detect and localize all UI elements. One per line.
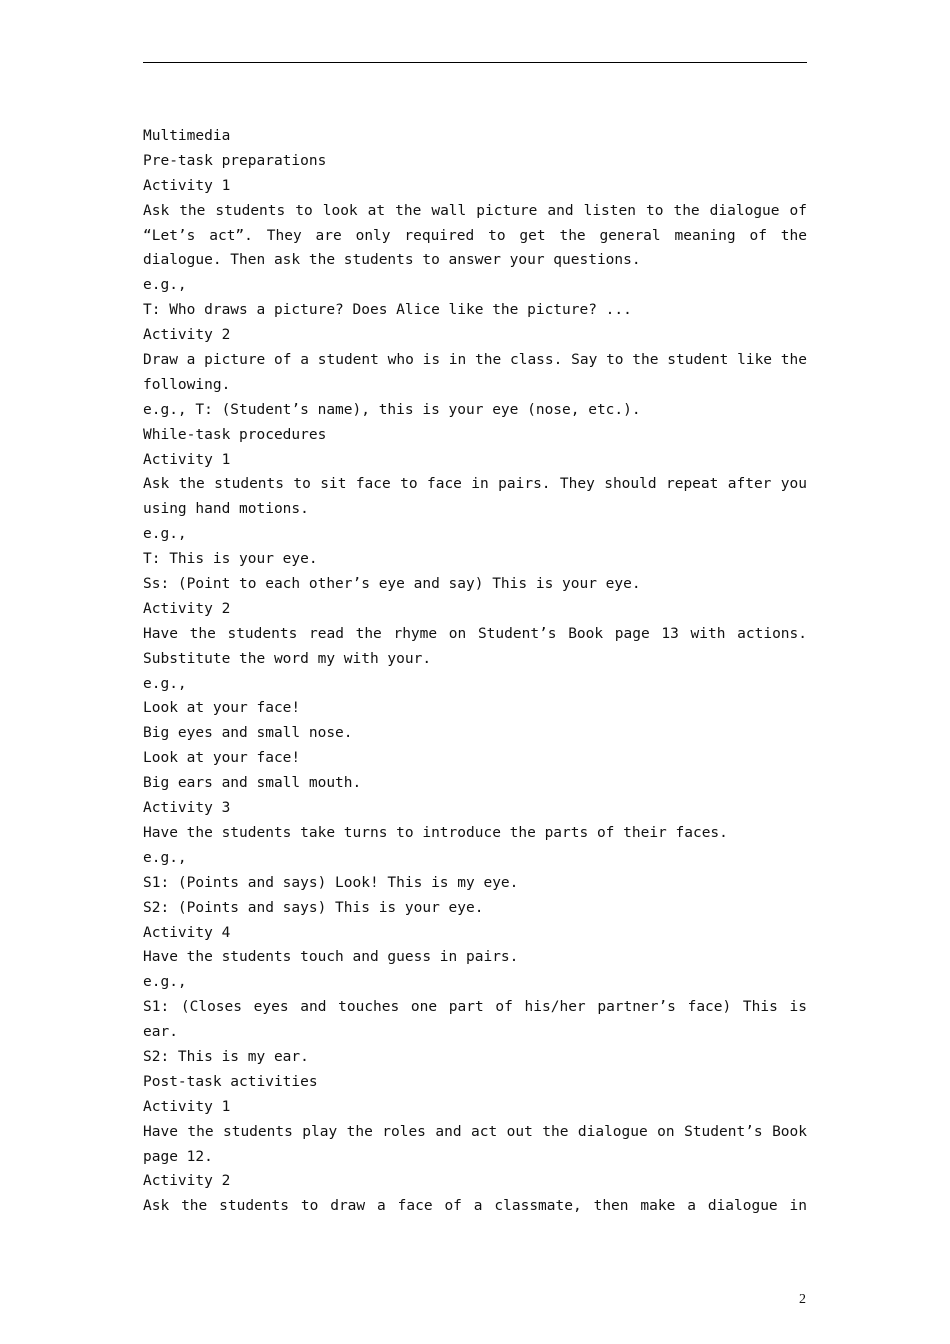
text-line: Look at your face! (143, 700, 301, 717)
text-line: e.g., (143, 277, 187, 294)
text-line: Substitute the word my with your. (143, 650, 432, 667)
text-line: Activity 1 (143, 1098, 231, 1115)
text-line: T: Who draws a picture? Does Alice like the picture? ... (143, 302, 632, 319)
text-line: Ask the students to look at the wall picture and listen to the dialogue of (143, 202, 807, 219)
text-line: Have the students take turns to introduce the parts of their faces. (143, 824, 728, 841)
text-line: Big eyes and small nose. (143, 725, 353, 742)
text-line: S1: (Closes eyes and touches one part of his/her partner’s face) This is (143, 999, 807, 1016)
document-body (143, 124, 807, 1219)
text-line: following. (143, 376, 231, 393)
text-line: e.g., (143, 849, 187, 866)
text-line: “Let’s act”. They are only required to get the general meaning of the (143, 227, 807, 244)
text-line: Have the students play the roles and act out the dialogue on Student’s Book (143, 1123, 807, 1140)
text-line: Activity 2 (143, 600, 231, 617)
text-line: Look at your face! (143, 750, 301, 767)
text-line: e.g., (143, 675, 187, 692)
text-line: Activity 2 (143, 327, 231, 344)
text-line: While-task procedures (143, 426, 327, 443)
text-line: Post-task activities (143, 1073, 318, 1090)
text-line: Activity 2 (143, 1173, 231, 1190)
text-line: e.g., (143, 974, 187, 991)
text-line: Activity 3 (143, 800, 231, 817)
text-line: T: This is your eye. (143, 551, 318, 568)
text-line: Activity 1 (143, 177, 231, 194)
header-rule (143, 62, 807, 63)
text-line: Activity 1 (143, 451, 231, 468)
text-line: Have the students read the rhyme on Student’s Book page 13 with actions. (143, 625, 807, 642)
text-line: Activity 4 (143, 924, 231, 941)
text-line: Multimedia (143, 128, 231, 144)
text-line: Pre-task preparations (143, 152, 327, 169)
text-line: Draw a picture of a student who is in the class. Say to the student like the (143, 352, 807, 369)
text-line: e.g., T: (Student’s name), this is your eye (nose, etc.). (143, 401, 641, 418)
text-line: Ask the students to draw a face of a classmate, then make a dialogue in (143, 1198, 807, 1215)
text-line: Ask the students to sit face to face in pairs. They should repeat after you (143, 476, 807, 493)
text-line: S2: This is my ear. (143, 1048, 309, 1065)
page-number: 2 (799, 1292, 806, 1307)
text-line: Have the students touch and guess in pairs. (143, 949, 519, 966)
text-line: using hand motions. (143, 501, 309, 518)
text-line: Ss: (Point to each other’s eye and say) This is your eye. (143, 576, 641, 593)
text-line: Big ears and small mouth. (143, 775, 362, 792)
text-line: S1: (Points and says) Look! This is my eye. (143, 874, 519, 891)
text-line: S2: (Points and says) This is your eye. (143, 899, 484, 916)
text-line: e.g., (143, 526, 187, 543)
text-line: ear. (143, 1024, 178, 1041)
text-line: dialogue. Then ask the students to answer your questions. (143, 252, 641, 269)
text-line: page 12. (143, 1148, 213, 1165)
